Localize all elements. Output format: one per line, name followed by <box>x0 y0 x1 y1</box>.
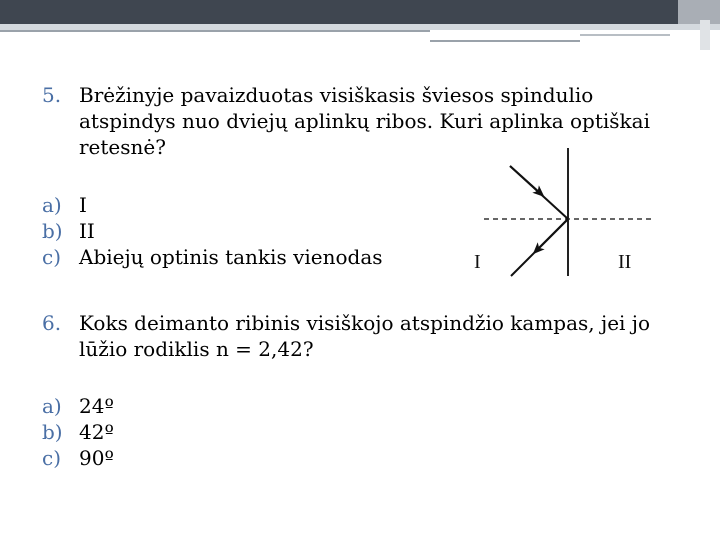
option-letter: b) <box>42 219 63 243</box>
option-text: 42º <box>79 420 114 444</box>
option-text: Abiejų optinis tankis vienodas <box>79 245 383 269</box>
medium-label-left: I <box>474 251 481 273</box>
decorative-line <box>0 30 430 32</box>
option-letter: c) <box>42 446 62 470</box>
decorative-line <box>430 40 580 42</box>
reflected-arrow <box>537 219 568 250</box>
option-text: 90º <box>79 446 114 470</box>
option-letter: a) <box>42 394 62 418</box>
question-number: 6. <box>42 311 62 335</box>
question-text: Brėžinyje pavaizduotas visiškasis šviesos spindulio atspindys nuo dviejų aplinkų ribos. Kuri aplinka optiškai retesnė? <box>79 83 650 159</box>
slide-header-accent <box>678 0 720 24</box>
medium-label-right: II <box>618 251 632 273</box>
total-reflection-diagram <box>440 148 670 288</box>
incident-arrow <box>510 166 540 193</box>
option-letter: a) <box>42 193 62 217</box>
question-6 <box>42 310 692 362</box>
question-number: 5. <box>42 83 62 107</box>
slide-header-band <box>0 0 720 24</box>
option-letter: b) <box>42 420 63 444</box>
option-text: II <box>79 219 95 243</box>
decorative-line <box>700 20 710 50</box>
option-text: I <box>79 193 87 217</box>
question-text: Koks deimanto ribinis visiškojo atspindžio kampas, jei jo lūžio rodiklis n = 2,42? <box>79 311 651 361</box>
option-letter: c) <box>42 245 62 269</box>
decorative-line <box>580 34 670 36</box>
option-text: 24º <box>79 394 114 418</box>
